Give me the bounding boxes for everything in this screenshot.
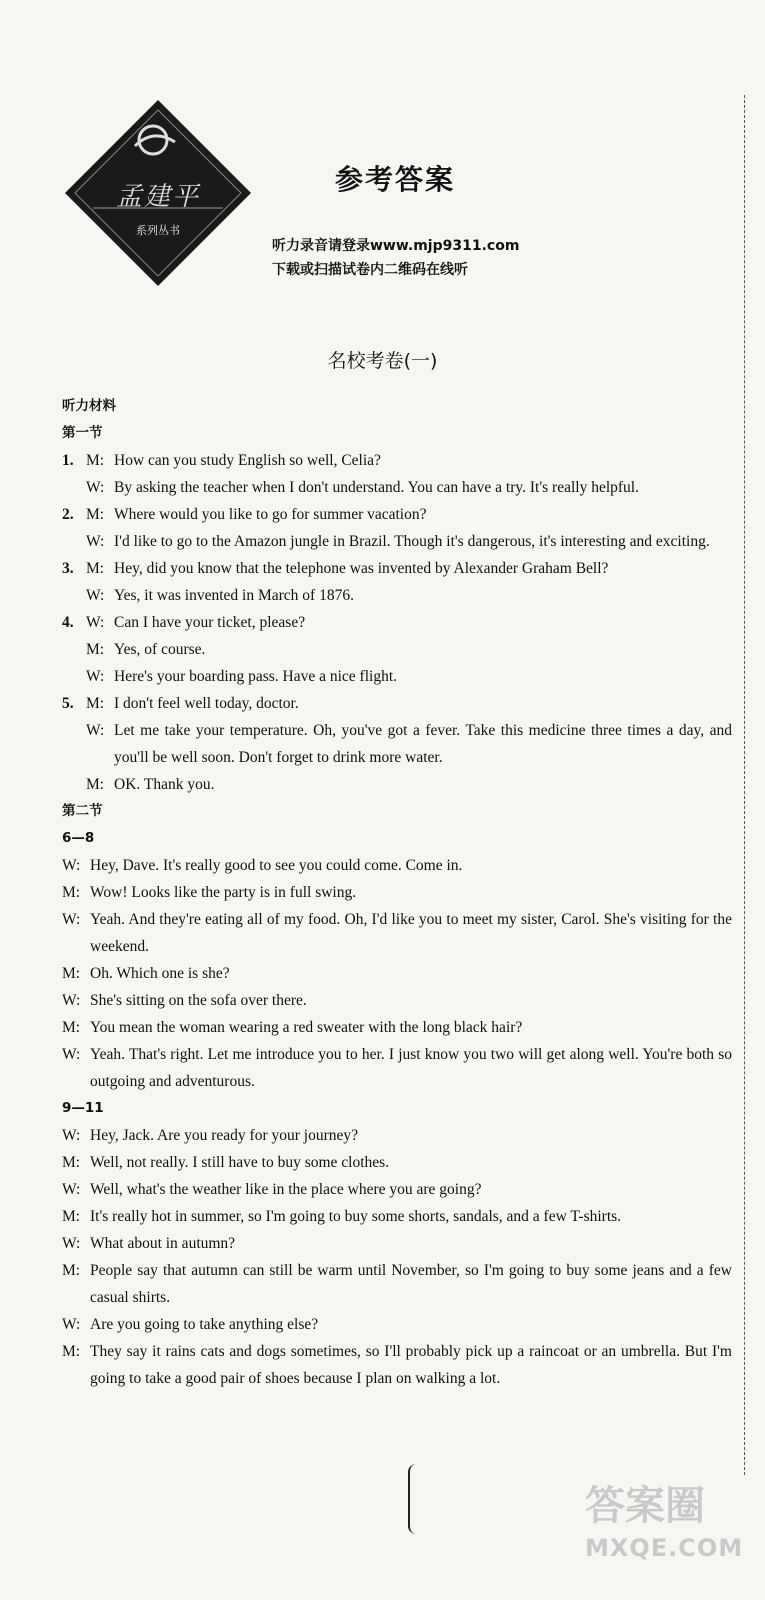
speaker-label: W: — [62, 1046, 81, 1063]
speaker-label: W: — [62, 857, 81, 874]
dialogue-line — [62, 447, 732, 474]
speaker-label: W: — [86, 722, 105, 739]
bracket-mark — [408, 1464, 422, 1534]
question-range: 9—11 — [62, 1100, 104, 1116]
question-number: 4. — [62, 614, 74, 631]
dialogue-text: OK. Thank you. — [114, 776, 215, 793]
dialogue-text: Where would you like to go for summer vacation? — [114, 506, 427, 523]
speaker-label: W: — [86, 479, 105, 496]
dialogue-line — [62, 717, 732, 771]
dialogue-line — [62, 663, 732, 690]
speaker-label: M: — [86, 560, 105, 577]
speaker-label: W: — [86, 587, 105, 604]
section-heading: 第二节 — [62, 803, 103, 819]
dialogue-line — [62, 690, 732, 717]
section-2 — [62, 825, 732, 1392]
speaker-label: W: — [86, 533, 105, 550]
dialogue-text: People say that autumn can still be warm until November, so I'm going to buy some jeans and a few casual shirts. — [90, 1262, 732, 1306]
question-number: 5. — [62, 695, 74, 712]
dialogue-line — [62, 1338, 732, 1392]
dialogue-line — [62, 1230, 732, 1257]
paper-title: 名校考卷(一) — [327, 350, 438, 372]
dialogue-line — [62, 1014, 732, 1041]
speaker-label: W: — [62, 992, 81, 1009]
dialogue-line — [62, 852, 732, 879]
section-1 — [62, 447, 732, 798]
dialogue-text: They say it rains cats and dogs sometimes, so I'll probably pick up a raincoat or an umbrella. But I'm going to take a good pair of shoes because I plan on walking a lot. — [90, 1343, 732, 1387]
dialogue-line — [62, 1257, 732, 1311]
dialogue-text: It's really hot in summer, so I'm going to buy some shorts, sandals, and a few T-shirts. — [90, 1208, 622, 1225]
dialogue-text: Hey, did you know that the telephone was invented by Alexander Graham Bell? — [114, 560, 609, 577]
speaker-label: W: — [62, 1235, 81, 1252]
dialogue-line — [62, 501, 732, 528]
dialogue-line — [62, 1203, 732, 1230]
audio-info — [272, 234, 519, 282]
dialogue-text: She's sitting on the sofa over there. — [90, 992, 307, 1009]
speaker-label: W: — [62, 911, 81, 928]
dialogue-text: Oh. Which one is she? — [90, 965, 230, 982]
question-number: 3. — [62, 560, 74, 577]
speaker-label: M: — [62, 1154, 81, 1171]
dialogue-text: Well, not really. I still have to buy some clothes. — [90, 1154, 390, 1171]
watermark — [585, 1485, 743, 1569]
section-heading: 听力材料 — [62, 398, 116, 414]
dialogue-line — [62, 879, 732, 906]
dialogue-line — [62, 609, 732, 636]
watermark-text: 答案圈 — [585, 1483, 705, 1529]
dialogue-line — [62, 582, 732, 609]
dialogue-text: Yes, of course. — [114, 641, 206, 658]
question-number: 2. — [62, 506, 74, 523]
dialogue-line — [62, 636, 732, 663]
dialogue-text: I'd like to go to the Amazon jungle in Brazil. Though it's dangerous, it's interesting and exciting. — [114, 533, 710, 550]
dialogue-text: Here's your boarding pass. Have a nice flight. — [114, 668, 397, 685]
audio-info-line: 听力录音请登录www.mjp9311.com — [272, 238, 520, 254]
dialogue-text: How can you study English so well, Celia? — [114, 452, 381, 469]
dialogue-line — [62, 1122, 732, 1149]
dialogue-line — [62, 474, 732, 501]
dialogue-line — [62, 1176, 732, 1203]
speaker-label: M: — [62, 1208, 81, 1225]
speaker-label: M: — [62, 1262, 81, 1279]
dialogue-text: Hey, Dave. It's really good to see you could come. Come in. — [90, 857, 463, 874]
speaker-label: W: — [86, 668, 105, 685]
speaker-label: M: — [62, 884, 81, 901]
speaker-label: W: — [86, 614, 105, 631]
logo-series: 系列丛书 — [136, 224, 180, 237]
dialogue-text: Wow! Looks like the party is in full swing. — [90, 884, 357, 901]
speaker-label: W: — [62, 1127, 81, 1144]
speaker-label: W: — [62, 1316, 81, 1333]
dialogue-line — [62, 987, 732, 1014]
speaker-label: M: — [86, 695, 105, 712]
dialogue-text: Let me take your temperature. Oh, you've got a fever. Take this medicine three times a day, and you'll be well soon. Don't forget to drink more water. — [114, 722, 732, 766]
watermark-url: MXQE.COM — [585, 1534, 744, 1562]
dialogue-line — [62, 906, 732, 960]
question-range: 6—8 — [62, 830, 95, 846]
dialogue-line — [62, 528, 732, 555]
cut-line — [744, 95, 753, 1475]
audio-info-line: 下载或扫描试卷内二维码在线听 — [272, 262, 468, 278]
page-title: 参考答案 — [335, 163, 456, 196]
dialogue-text: Hey, Jack. Are you ready for your journey? — [90, 1127, 358, 1144]
dialogue-text: By asking the teacher when I don't understand. You can have a try. It's really helpful. — [114, 479, 639, 496]
speaker-label: M: — [62, 1019, 81, 1036]
series-logo — [63, 98, 253, 288]
listening-transcript — [62, 393, 732, 1392]
dialogue-text: Yeah. And they're eating all of my food. Oh, I'd like you to meet my sister, Carol. She's visiting for the weekend. — [90, 911, 732, 955]
speaker-label: M: — [62, 965, 81, 982]
dialogue-text: What about in autumn? — [90, 1235, 236, 1252]
dialogue-text: Yes, it was invented in March of 1876. — [114, 587, 354, 604]
speaker-label: M: — [86, 506, 105, 523]
dialogue-line — [62, 1149, 732, 1176]
speaker-label: M: — [86, 641, 105, 658]
dialogue-line — [62, 960, 732, 987]
dialogue-line — [62, 1311, 732, 1338]
logo-brand: 孟建平 — [115, 182, 200, 212]
question-number: 1. — [62, 452, 74, 469]
speaker-label: M: — [86, 452, 105, 469]
dialogue-text: Can I have your ticket, please? — [114, 614, 306, 631]
dialogue-text: Are you going to take anything else? — [90, 1316, 319, 1333]
dialogue-text: Yeah. That's right. Let me introduce you to her. I just know you two will get along well. You're both so outgoing and adventurous. — [90, 1046, 732, 1090]
dialogue-text: Well, what's the weather like in the place where you are going? — [90, 1181, 482, 1198]
section-heading: 第一节 — [62, 425, 103, 441]
speaker-label: M: — [86, 776, 105, 793]
dialogue-text: I don't feel well today, doctor. — [114, 695, 299, 712]
dialogue-line — [62, 771, 732, 798]
dialogue-line — [62, 555, 732, 582]
speaker-label: M: — [62, 1343, 81, 1360]
dialogue-text: You mean the woman wearing a red sweater with the long black hair? — [90, 1019, 523, 1036]
speaker-label: W: — [62, 1181, 81, 1198]
dialogue-line — [62, 1041, 732, 1095]
